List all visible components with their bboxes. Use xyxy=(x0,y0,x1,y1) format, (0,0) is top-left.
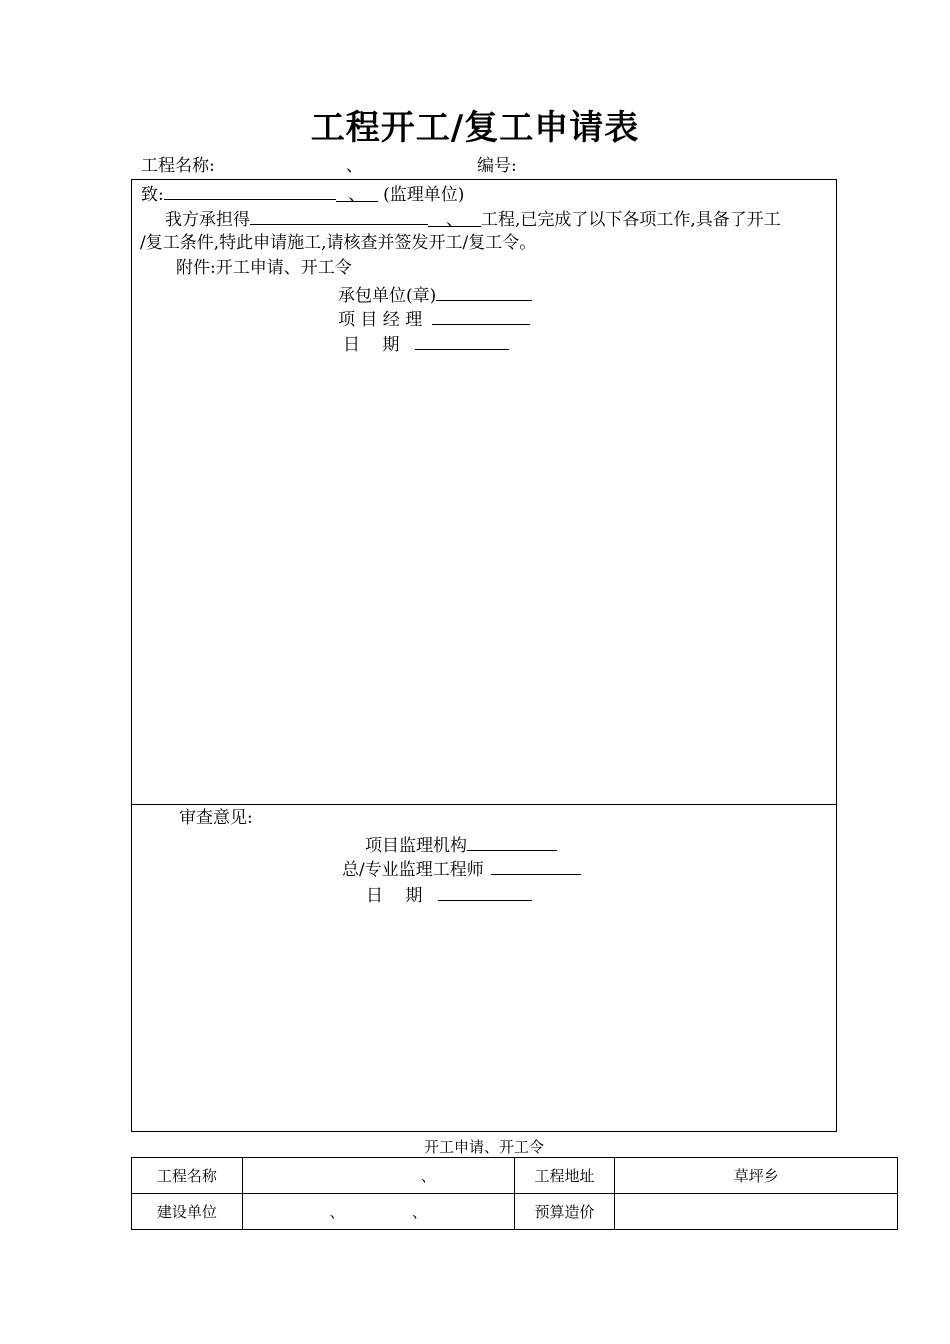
contractor-blank[interactable] xyxy=(436,284,532,301)
to-suffix: (监理单位) xyxy=(383,185,465,205)
date-line-1 xyxy=(343,333,509,355)
agency-line xyxy=(365,834,557,856)
date-label-1: 日 期 xyxy=(343,335,400,355)
project-blank[interactable] xyxy=(250,208,428,225)
body-line-1 xyxy=(165,208,781,230)
engineer-line xyxy=(342,858,581,880)
table-row xyxy=(132,1194,898,1230)
attachment-caption: 开工申请、开工令 xyxy=(423,1138,544,1156)
table-row xyxy=(132,1158,898,1194)
date-blank-1[interactable] xyxy=(415,333,509,350)
manager-line xyxy=(338,308,530,330)
to-prefix: 致: xyxy=(141,185,164,205)
project-name-separator: 、 xyxy=(346,156,363,176)
page-title: 工程开工/复工申请表 xyxy=(310,108,640,148)
table-cell-value[interactable]: 草坪乡 xyxy=(615,1158,898,1194)
agency-blank[interactable] xyxy=(467,834,557,851)
date-line-2 xyxy=(366,884,532,906)
agency-label: 项目监理机构 xyxy=(365,836,467,856)
attachment-line: 附件:开工申请、开工令 xyxy=(176,258,352,278)
project-name-label: 工程名称: xyxy=(141,156,215,176)
body-prefix: 我方承担得 xyxy=(165,210,250,230)
table-cell-value[interactable]: 、 、 xyxy=(242,1194,514,1230)
contractor-line xyxy=(338,284,532,306)
to-line xyxy=(141,183,464,205)
to-separator: 、 xyxy=(336,185,378,202)
date-label-2: 日 期 xyxy=(366,886,423,906)
number-label: 编号: xyxy=(477,156,517,176)
engineer-blank[interactable] xyxy=(491,858,581,875)
table-cell-label: 预算造价 xyxy=(514,1194,615,1230)
manager-blank[interactable] xyxy=(432,308,530,325)
body-line-2: /复工条件,特此申请施工,请核查并签发开工/复工令。 xyxy=(140,233,537,253)
contractor-label: 承包单位(章) xyxy=(338,286,437,306)
table-cell-label: 建设单位 xyxy=(132,1194,243,1230)
table-cell-label: 工程地址 xyxy=(514,1158,615,1194)
manager-label: 项 目 经 理 xyxy=(338,310,423,330)
table-cell-label: 工程名称 xyxy=(132,1158,243,1194)
table-cell-value[interactable]: 、 xyxy=(242,1158,514,1194)
attachment-table xyxy=(131,1157,898,1230)
supervisor-unit-blank[interactable] xyxy=(164,183,336,200)
body-separator: 、 xyxy=(428,210,481,227)
engineer-label: 总/专业监理工程师 xyxy=(342,860,484,880)
review-label: 审查意见: xyxy=(179,808,253,828)
table-cell-value[interactable] xyxy=(615,1194,898,1230)
section-divider xyxy=(131,804,837,805)
body-suffix: 工程,已完成了以下各项工作,具备了开工 xyxy=(481,210,781,230)
date-blank-2[interactable] xyxy=(438,884,532,901)
